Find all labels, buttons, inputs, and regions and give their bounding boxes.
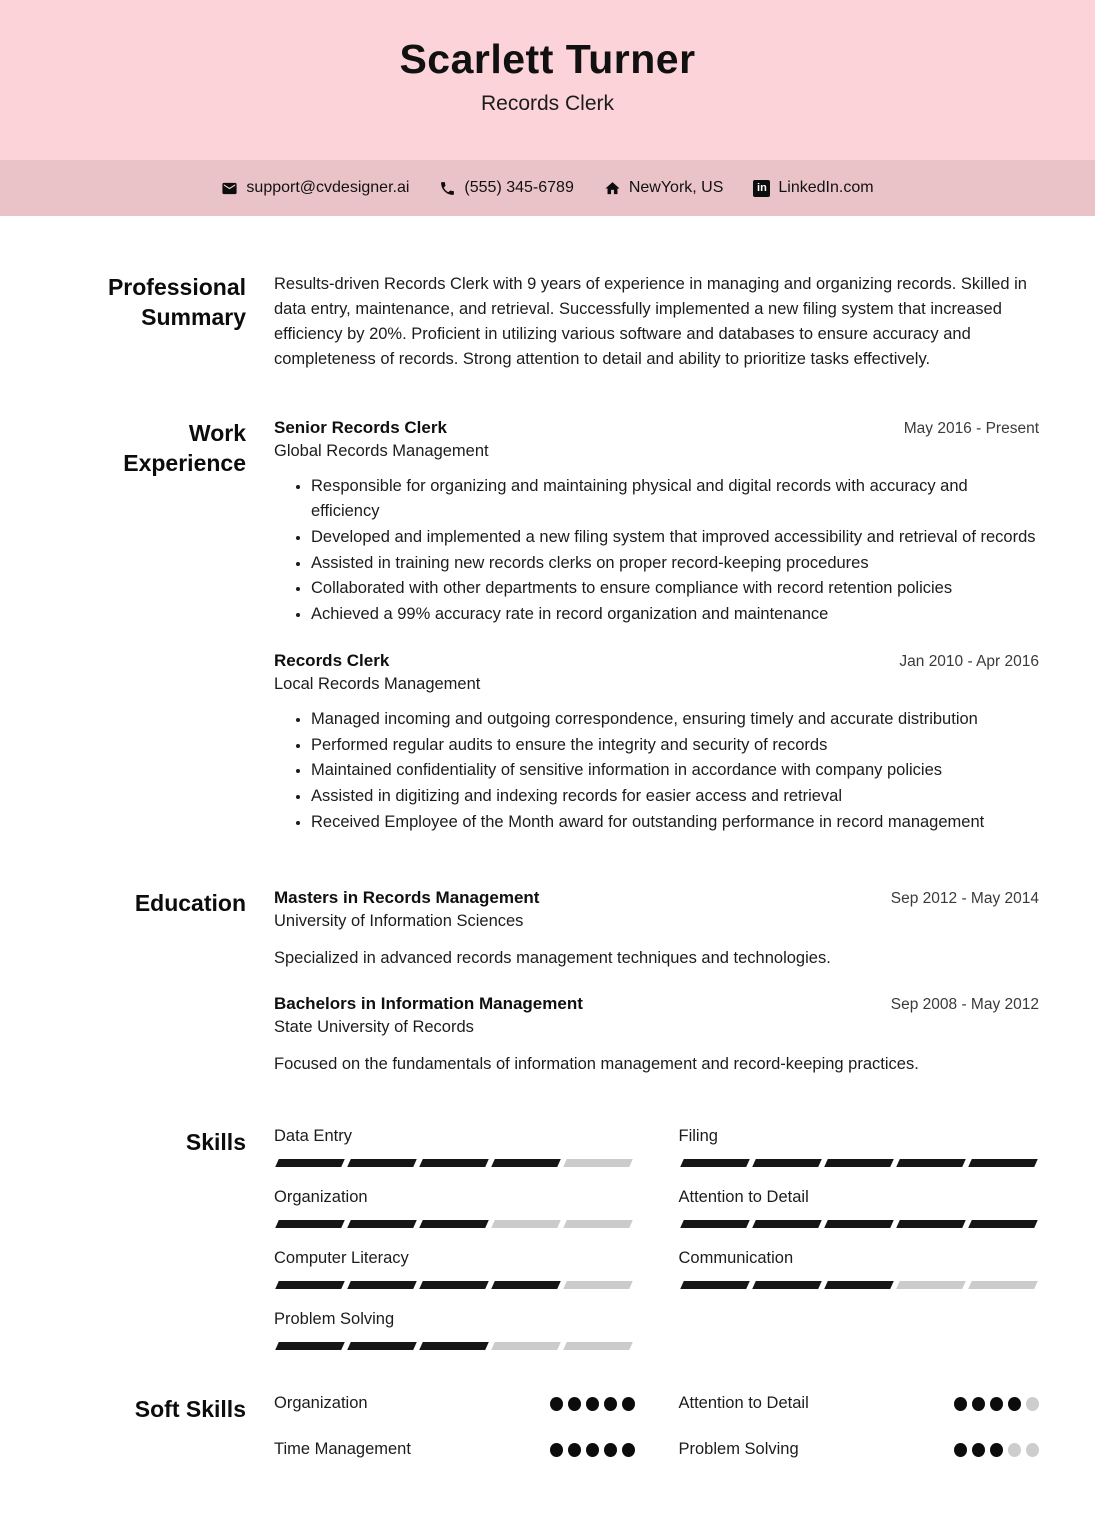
degree-school: University of Information Sciences bbox=[274, 911, 524, 930]
skill-item bbox=[679, 1127, 1040, 1167]
rating-dot-filled bbox=[604, 1443, 617, 1457]
bullet-item: • Collaborated with other departments to ensure compliance with record retention policies bbox=[311, 576, 1039, 601]
soft-skill-dots bbox=[550, 1443, 635, 1457]
job-entry bbox=[274, 418, 1039, 627]
education-heading: Education bbox=[134, 889, 246, 916]
bullet-item: • Performed regular audits to ensure the integrity and security of records bbox=[311, 733, 1039, 758]
section-summary bbox=[60, 272, 1039, 372]
skill-bar-segment-empty bbox=[564, 1220, 634, 1228]
skill-level-bar bbox=[679, 1159, 1040, 1167]
skill-bar-segment-filled bbox=[752, 1159, 822, 1167]
skill-bar-segment-empty bbox=[564, 1281, 634, 1289]
jobs-list bbox=[274, 418, 1039, 835]
skill-name: Computer Literacy bbox=[274, 1249, 409, 1268]
skills-heading: Skills bbox=[185, 1129, 246, 1156]
soft-skills-heading: Soft Skills bbox=[134, 1396, 246, 1423]
soft-skill-name: Organization bbox=[274, 1394, 368, 1413]
rating-dot-filled bbox=[550, 1397, 563, 1411]
skill-bar-segment-filled bbox=[275, 1281, 345, 1289]
bullet-item: • Maintained confidentiality of sensitive information in accordance with company policies bbox=[311, 758, 1039, 783]
contact-linkedin-text: LinkedIn.com bbox=[778, 179, 874, 196]
degree-description: Focused on the fundamentals of information management and record-keeping practices. bbox=[274, 1055, 919, 1074]
rating-dot-filled bbox=[622, 1443, 635, 1457]
skill-item bbox=[679, 1188, 1040, 1228]
job-bullets bbox=[274, 707, 1039, 835]
degree-dates: Sep 2012 - May 2014 bbox=[890, 889, 1039, 907]
resume-body bbox=[0, 216, 1095, 1459]
rating-dot-filled bbox=[604, 1397, 617, 1411]
degree-entry bbox=[274, 888, 1039, 971]
skill-bar-segment-filled bbox=[275, 1342, 345, 1350]
header bbox=[0, 0, 1095, 160]
skill-bar-segment-filled bbox=[824, 1159, 894, 1167]
experience-heading: Work Experience bbox=[123, 420, 246, 477]
skill-bar-segment-filled bbox=[896, 1159, 966, 1167]
skill-name: Filing bbox=[678, 1127, 718, 1146]
contact-bar bbox=[0, 160, 1095, 216]
skill-level-bar bbox=[274, 1159, 635, 1167]
skill-level-bar bbox=[274, 1281, 635, 1289]
skill-bar-segment-filled bbox=[419, 1342, 489, 1350]
skill-bar-segment-filled bbox=[419, 1159, 489, 1167]
rating-dot-filled bbox=[990, 1443, 1003, 1457]
skill-bar-segment-filled bbox=[347, 1342, 417, 1350]
skill-bar-segment-filled bbox=[419, 1281, 489, 1289]
bullet-item: • Assisted in training new records clerks on proper record-keeping procedures bbox=[311, 551, 1039, 576]
degree-description: Specialized in advanced records management techniques and technologies. bbox=[274, 948, 831, 967]
degree-entry bbox=[274, 994, 1039, 1077]
skill-item bbox=[274, 1249, 635, 1289]
section-education bbox=[60, 888, 1039, 1078]
skill-name: Problem Solving bbox=[274, 1310, 395, 1329]
job-entry bbox=[274, 651, 1039, 835]
skill-bar-segment-filled bbox=[968, 1220, 1038, 1228]
job-title: Senior Records Clerk bbox=[274, 418, 447, 438]
contact-phone-text: (555) 345-6789 bbox=[464, 179, 574, 196]
rating-dot-filled bbox=[954, 1397, 967, 1411]
soft-skill-name: Time Management bbox=[274, 1440, 411, 1459]
section-experience bbox=[60, 418, 1039, 835]
soft-skill-item bbox=[274, 1440, 635, 1459]
skill-item bbox=[274, 1188, 635, 1228]
soft-skill-dots bbox=[550, 1397, 635, 1411]
skill-bar-segment-filled bbox=[347, 1159, 417, 1167]
skill-bar-segment-filled bbox=[680, 1281, 750, 1289]
degrees-list bbox=[274, 888, 1039, 1078]
skill-bar-segment-filled bbox=[824, 1220, 894, 1228]
job-title: Records Clerk bbox=[274, 650, 390, 670]
contact-email bbox=[221, 179, 409, 197]
phone-icon bbox=[439, 180, 456, 197]
skill-bar-segment-empty bbox=[564, 1159, 634, 1167]
rating-dot-filled bbox=[1008, 1397, 1021, 1411]
contact-phone bbox=[439, 179, 573, 197]
skill-bar-segment-filled bbox=[347, 1281, 417, 1289]
rating-dot-filled bbox=[586, 1397, 599, 1411]
bullet-item: • Received Employee of the Month award for outstanding performance in record management bbox=[311, 810, 1039, 835]
email-icon bbox=[221, 180, 238, 197]
contact-linkedin bbox=[753, 179, 873, 197]
rating-dot-filled bbox=[586, 1443, 599, 1457]
person-name: Scarlett Turner bbox=[399, 36, 696, 82]
skill-bar-segment-filled bbox=[752, 1220, 822, 1228]
skill-bar-segment-filled bbox=[275, 1220, 345, 1228]
skill-level-bar bbox=[274, 1220, 635, 1228]
skill-bar-segment-filled bbox=[492, 1281, 562, 1289]
home-icon bbox=[604, 180, 621, 197]
degree-dates: Sep 2008 - May 2012 bbox=[890, 996, 1039, 1014]
skill-bar-segment-empty bbox=[896, 1281, 966, 1289]
summary-heading: Professional Summary bbox=[107, 274, 246, 330]
linkedin-icon: in bbox=[753, 180, 770, 197]
rating-dot-empty bbox=[1008, 1443, 1021, 1457]
rating-dot-filled bbox=[972, 1443, 985, 1457]
skill-level-bar bbox=[274, 1342, 635, 1350]
rating-dot-filled bbox=[954, 1443, 967, 1457]
skill-bar-segment-filled bbox=[419, 1220, 489, 1228]
degree-school: State University of Records bbox=[274, 1018, 474, 1037]
soft-skill-item bbox=[679, 1394, 1040, 1413]
rating-dot-empty bbox=[1026, 1443, 1039, 1457]
skill-bar-segment-empty bbox=[564, 1342, 634, 1350]
rating-dot-filled bbox=[990, 1397, 1003, 1411]
bullet-item: • Achieved a 99% accuracy rate in record organization and maintenance bbox=[311, 602, 1039, 627]
person-job-title: Records Clerk bbox=[480, 92, 615, 115]
degree-title: Bachelors in Information Management bbox=[274, 994, 583, 1014]
rating-dot-filled bbox=[972, 1397, 985, 1411]
skill-item bbox=[274, 1127, 635, 1167]
section-soft-skills bbox=[60, 1394, 1039, 1459]
skill-name: Attention to Detail bbox=[678, 1188, 809, 1207]
bullet-item: • Responsible for organizing and maintaining physical and digital records with accuracy and efficiency bbox=[311, 474, 1039, 524]
job-company: Local Records Management bbox=[274, 674, 481, 693]
skill-bar-segment-filled bbox=[968, 1159, 1038, 1167]
degree-title: Masters in Records Management bbox=[274, 887, 540, 907]
skill-bar-segment-empty bbox=[492, 1342, 562, 1350]
skill-bar-segment-filled bbox=[824, 1281, 894, 1289]
skill-level-bar bbox=[679, 1281, 1040, 1289]
soft-skill-dots bbox=[954, 1397, 1039, 1411]
job-dates: Jan 2010 - Apr 2016 bbox=[899, 652, 1039, 670]
skill-bar-segment-filled bbox=[680, 1159, 750, 1167]
rating-dot-filled bbox=[550, 1443, 563, 1457]
soft-skill-item bbox=[679, 1440, 1040, 1459]
bullet-item: • Managed incoming and outgoing correspondence, ensuring timely and accurate distribution bbox=[311, 707, 1039, 732]
bullet-item: • Assisted in digitizing and indexing records for easier access and retrieval bbox=[311, 784, 1039, 809]
soft-skill-name: Problem Solving bbox=[678, 1440, 799, 1459]
rating-dot-filled bbox=[568, 1443, 581, 1457]
rating-dot-filled bbox=[568, 1397, 581, 1411]
job-company: Global Records Management bbox=[274, 442, 489, 461]
skill-name: Communication bbox=[678, 1249, 794, 1268]
skill-level-bar bbox=[679, 1220, 1040, 1228]
section-skills bbox=[60, 1127, 1039, 1350]
soft-skill-name: Attention to Detail bbox=[678, 1394, 809, 1413]
skill-bar-segment-filled bbox=[680, 1220, 750, 1228]
skill-item bbox=[274, 1310, 635, 1350]
summary-text: Results-driven Records Clerk with 9 years of experience in managing and organizing records. Skilled in data entry, maintenance, and retrieval. Successfully implemented a new filing system that increased efficiency by 20%. Proficient in utilizing various software and databases to ensure accuracy and completeness of records. Strong attention to detail and ability to prioritize tasks effectively. bbox=[274, 275, 1027, 369]
skill-item bbox=[679, 1249, 1040, 1289]
job-dates: May 2016 - Present bbox=[903, 420, 1039, 438]
skill-bar-segment-empty bbox=[492, 1220, 562, 1228]
skill-bar-segment-empty bbox=[968, 1281, 1038, 1289]
rating-dot-filled bbox=[622, 1397, 635, 1411]
skill-bar-segment-filled bbox=[275, 1159, 345, 1167]
skill-bar-segment-filled bbox=[347, 1220, 417, 1228]
skill-name: Organization bbox=[274, 1188, 368, 1207]
contact-email-text: support@cvdesigner.ai bbox=[246, 179, 410, 196]
job-bullets bbox=[274, 474, 1039, 627]
soft-skill-dots bbox=[954, 1443, 1039, 1457]
skill-bar-segment-filled bbox=[752, 1281, 822, 1289]
soft-skills-grid bbox=[274, 1394, 1039, 1459]
contact-location bbox=[604, 179, 724, 197]
soft-skill-item bbox=[274, 1394, 635, 1413]
bullet-item: • Developed and implemented a new filing system that improved accessibility and retrieval of records bbox=[311, 525, 1039, 550]
contact-location-text: NewYork, US bbox=[628, 179, 724, 196]
rating-dot-empty bbox=[1026, 1397, 1039, 1411]
skill-name: Data Entry bbox=[274, 1127, 352, 1146]
skills-grid bbox=[274, 1127, 1039, 1350]
skill-bar-segment-filled bbox=[896, 1220, 966, 1228]
skill-bar-segment-filled bbox=[492, 1159, 562, 1167]
